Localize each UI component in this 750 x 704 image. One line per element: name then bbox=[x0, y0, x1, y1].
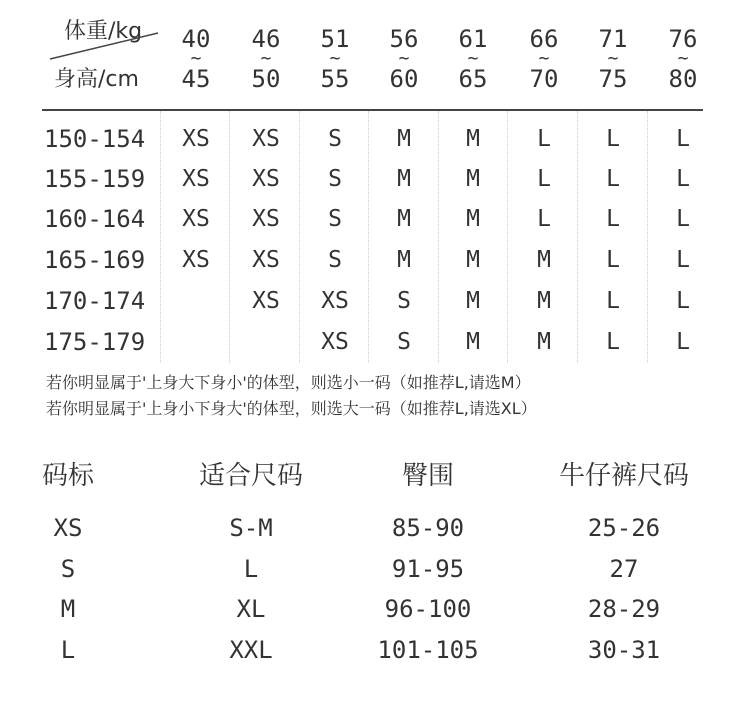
size-cell: XS bbox=[182, 206, 210, 232]
size-cell: M bbox=[397, 247, 411, 273]
weight-range-2 bbox=[305, 26, 365, 92]
weight-range-0 bbox=[166, 26, 226, 92]
weight-from: 66 bbox=[529, 25, 559, 53]
size-cell: M bbox=[397, 206, 411, 232]
size-cell: L bbox=[676, 166, 690, 192]
size-cell: S bbox=[328, 206, 342, 232]
size-cell: L bbox=[606, 329, 620, 355]
size-map-row bbox=[0, 590, 750, 628]
corner-weight-label: 体重/kg bbox=[64, 19, 143, 44]
size-cell: XS bbox=[321, 288, 349, 314]
size-cell: L bbox=[537, 166, 551, 192]
weight-tilde: ~ bbox=[538, 48, 550, 69]
size-map-header-cell: 码标 bbox=[41, 461, 94, 491]
weight-from: 71 bbox=[598, 25, 628, 53]
weight-from: 46 bbox=[251, 25, 281, 53]
weight-range-7 bbox=[653, 26, 713, 92]
size-map-cell: S bbox=[60, 555, 76, 583]
size-map-cell: XS bbox=[53, 514, 83, 542]
size-map-header-cell: 牛仔裤尺码 bbox=[558, 461, 689, 491]
height-range: 155-159 bbox=[44, 165, 146, 193]
size-map-header-cell: 臀围 bbox=[401, 461, 454, 491]
table-row bbox=[0, 322, 750, 362]
weight-range-6 bbox=[583, 26, 643, 92]
size-cell: L bbox=[606, 166, 620, 192]
size-cell: M bbox=[537, 329, 551, 355]
size-cell: XS bbox=[182, 166, 210, 192]
size-cell: S bbox=[328, 126, 342, 152]
size-map-row bbox=[0, 550, 750, 588]
weight-to: 70 bbox=[529, 65, 559, 93]
weight-range-5 bbox=[514, 26, 574, 92]
size-map-cell: 96-100 bbox=[384, 595, 472, 623]
weight-tilde: ~ bbox=[190, 48, 202, 69]
size-cell: L bbox=[606, 206, 620, 232]
fit-note-2: 若你明显属于'上身小下身大'的体型，则选大一码（如推荐L,请选XL） bbox=[46, 399, 537, 418]
size-cell: L bbox=[606, 247, 620, 273]
size-cell: XS bbox=[252, 288, 280, 314]
header-divider bbox=[42, 109, 703, 111]
height-range: 160-164 bbox=[44, 205, 146, 233]
size-cell: XS bbox=[252, 247, 280, 273]
weight-to: 50 bbox=[251, 65, 281, 93]
corner-height-label: 身高/cm bbox=[54, 67, 139, 92]
weight-range-3 bbox=[374, 26, 434, 92]
table-row bbox=[0, 199, 750, 239]
size-cell: S bbox=[328, 166, 342, 192]
size-map-cell: M bbox=[60, 595, 76, 623]
weight-tilde: ~ bbox=[329, 48, 341, 69]
size-cell: L bbox=[676, 247, 690, 273]
weight-from: 61 bbox=[458, 25, 488, 53]
weight-from: 76 bbox=[668, 25, 698, 53]
size-map-cell: 30-31 bbox=[587, 636, 661, 664]
size-cell: L bbox=[676, 329, 690, 355]
size-map-cell: S-M bbox=[229, 514, 273, 542]
size-map-cell: 91-95 bbox=[391, 555, 465, 583]
size-cell: M bbox=[397, 126, 411, 152]
size-cell: XS bbox=[321, 329, 349, 355]
height-range: 170-174 bbox=[44, 287, 146, 315]
weight-tilde: ~ bbox=[467, 48, 479, 69]
size-cell: M bbox=[466, 206, 480, 232]
weight-tilde: ~ bbox=[260, 48, 272, 69]
size-map-cell: XL bbox=[236, 595, 266, 623]
table-row bbox=[0, 240, 750, 280]
size-cell: M bbox=[466, 288, 480, 314]
weight-to: 80 bbox=[668, 65, 698, 93]
weight-tilde: ~ bbox=[607, 48, 619, 69]
table-row bbox=[0, 119, 750, 159]
height-range: 150-154 bbox=[44, 125, 146, 153]
weight-from: 40 bbox=[181, 25, 211, 53]
size-cell: M bbox=[466, 166, 480, 192]
weight-to: 45 bbox=[181, 65, 211, 93]
weight-to: 60 bbox=[389, 65, 419, 93]
size-cell: M bbox=[466, 329, 480, 355]
weight-tilde: ~ bbox=[398, 48, 410, 69]
size-cell: M bbox=[466, 126, 480, 152]
weight-from: 51 bbox=[320, 25, 350, 53]
table-row bbox=[0, 159, 750, 199]
size-cell: S bbox=[328, 247, 342, 273]
weight-range-4 bbox=[443, 26, 503, 92]
size-cell: M bbox=[397, 166, 411, 192]
size-map-cell: 101-105 bbox=[377, 636, 479, 664]
size-map-row bbox=[0, 631, 750, 669]
size-cell: M bbox=[466, 247, 480, 273]
weight-from: 56 bbox=[389, 25, 419, 53]
size-map-cell: 27 bbox=[609, 555, 639, 583]
height-range: 175-179 bbox=[44, 328, 146, 356]
size-map-row bbox=[0, 509, 750, 547]
size-map-cell: 85-90 bbox=[391, 514, 465, 542]
weight-to: 55 bbox=[320, 65, 350, 93]
size-cell: L bbox=[606, 126, 620, 152]
size-cell: XS bbox=[252, 126, 280, 152]
size-cell: S bbox=[397, 329, 411, 355]
weight-range-1 bbox=[236, 26, 296, 92]
size-map-cell: L bbox=[60, 636, 76, 664]
size-map-cell: XXL bbox=[229, 636, 273, 664]
size-map-header-cell: 适合尺码 bbox=[198, 461, 303, 491]
size-cell: XS bbox=[182, 247, 210, 273]
table-row bbox=[0, 281, 750, 321]
weight-tilde: ~ bbox=[677, 48, 689, 69]
height-range: 165-169 bbox=[44, 246, 146, 274]
size-cell: L bbox=[537, 126, 551, 152]
fit-note-1: 若你明显属于'上身大下身小'的体型，则选小一码（如推荐L,请选M） bbox=[46, 373, 531, 392]
size-map-cell: L bbox=[243, 555, 259, 583]
size-cell: S bbox=[397, 288, 411, 314]
size-cell: M bbox=[537, 288, 551, 314]
size-cell: XS bbox=[182, 126, 210, 152]
size-cell: L bbox=[676, 288, 690, 314]
weight-to: 75 bbox=[598, 65, 628, 93]
weight-to: 65 bbox=[458, 65, 488, 93]
size-cell: L bbox=[676, 126, 690, 152]
size-cell: L bbox=[606, 288, 620, 314]
size-cell: L bbox=[676, 206, 690, 232]
size-cell: XS bbox=[252, 166, 280, 192]
size-cell: L bbox=[537, 206, 551, 232]
corner-diagonal-line bbox=[48, 31, 160, 61]
size-map-cell: 28-29 bbox=[587, 595, 661, 623]
size-cell: M bbox=[537, 247, 551, 273]
size-cell: XS bbox=[252, 206, 280, 232]
size-map-cell: 25-26 bbox=[587, 514, 661, 542]
